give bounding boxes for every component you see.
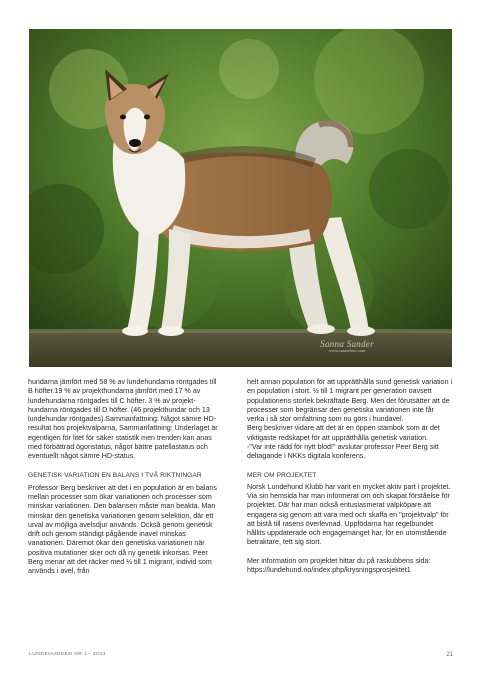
left-paragraph-2: hundarna röntgades till D höfter. (46 projekthundar och 13 lundehundar röntgades).Sammanfattning: Något sämre HD-resultat hos projektvalparna, Sammanfattning: Underlaget är egentligen för litet för säker statistik men trenden kan anas med förbättrad ögonstatus, något bättre patellastatus och eventuellt något sämre HD-status. (28, 405, 218, 461)
right-paragraph-4: Norsk Lundehund Klubb har varit en mycket aktiv part i projektet. Via sin hemsida har man informerat om och skapat förståelse för projektet. Där har man också entusiasmerat valpköpare att engagera sig genom att vara med och skaffa en "projektvalp" för att bistå till rasens överlevnad. Uppfödarna har regelbundet hållits uppdaterade och engagemanget har, för en utomstående betraktare, tett sig stort. (247, 482, 451, 547)
spacer (247, 462, 453, 471)
dog-photo-illustration (29, 29, 452, 367)
publication-footer: LUNDEHUNDEN NR 1– 2023 (29, 652, 106, 657)
left-column (28, 378, 220, 577)
spacer (247, 548, 453, 557)
dog-photo (29, 29, 452, 367)
section-heading-genetic-variation: GENETISK VARIATION EN BALANS I TVÅ RIKTNINGAR (28, 471, 202, 479)
watermark-url: www.sannafoto.com (328, 348, 366, 353)
right-paragraph-5: Mer information om projektet hittar du på raskubbens sida: (247, 556, 431, 565)
section-heading-project: MER OM PROJEKTET (247, 471, 317, 479)
right-paragraph-1: helt annan population för att upprätthålla sund genetisk variation i en population i stort. ½ till 1 migrant per generation oavsett populationens storlek bekräftade Berg. Men det förutsätter att de processer som begränsar den genetiska variationen inte får verka i så stor omfattning som nu görs i hundavel. (247, 378, 453, 424)
watermark-name: Sanna Sander (320, 339, 374, 349)
right-column (247, 378, 453, 575)
project-link[interactable]: https://lundehund.no/index.php/krysningsprosjektet1 (247, 566, 411, 575)
page-number: 21 (446, 652, 453, 658)
spacer (28, 462, 220, 471)
photographer-watermark (320, 339, 374, 353)
left-paragraph-3: Professor Berg beskriver att det i en population är en balans mellan processer som ökar variationen och processer som minskar variationen. Den balansen måste man beakta. Man minskar den genetiska variationen genom selektion, där ett urval av möjliga avelsdjur används. Också genom genetisk drift och genom ständigt pågående inavel minskas variationen. Däremot ökar den genetiska variationen när positiva mutationer sker och då ny genetik inkorsas. Peer Berg menar att det räcker med ½ till 1 migrant, individ som används i avel, från (28, 483, 217, 576)
right-paragraph-3: -"Var inte rädd för nytt blod!" avslutar professor Peer Berg sitt deltagande i NKKs digitala konferens. (247, 443, 439, 461)
left-paragraph-1: hundarna jämfört med 58 % av lundehundarna röntgades till B höfter.19 % av projekthundarna jämfört med 17 % av lundehundarna röntgades till C höfter. 3 % av projekt- (28, 378, 217, 405)
right-paragraph-2: Berg beskriver vidare att det är en öppen stambok som är det viktigaste redskapet för att upprätthålla genetisk variation. (247, 424, 440, 442)
